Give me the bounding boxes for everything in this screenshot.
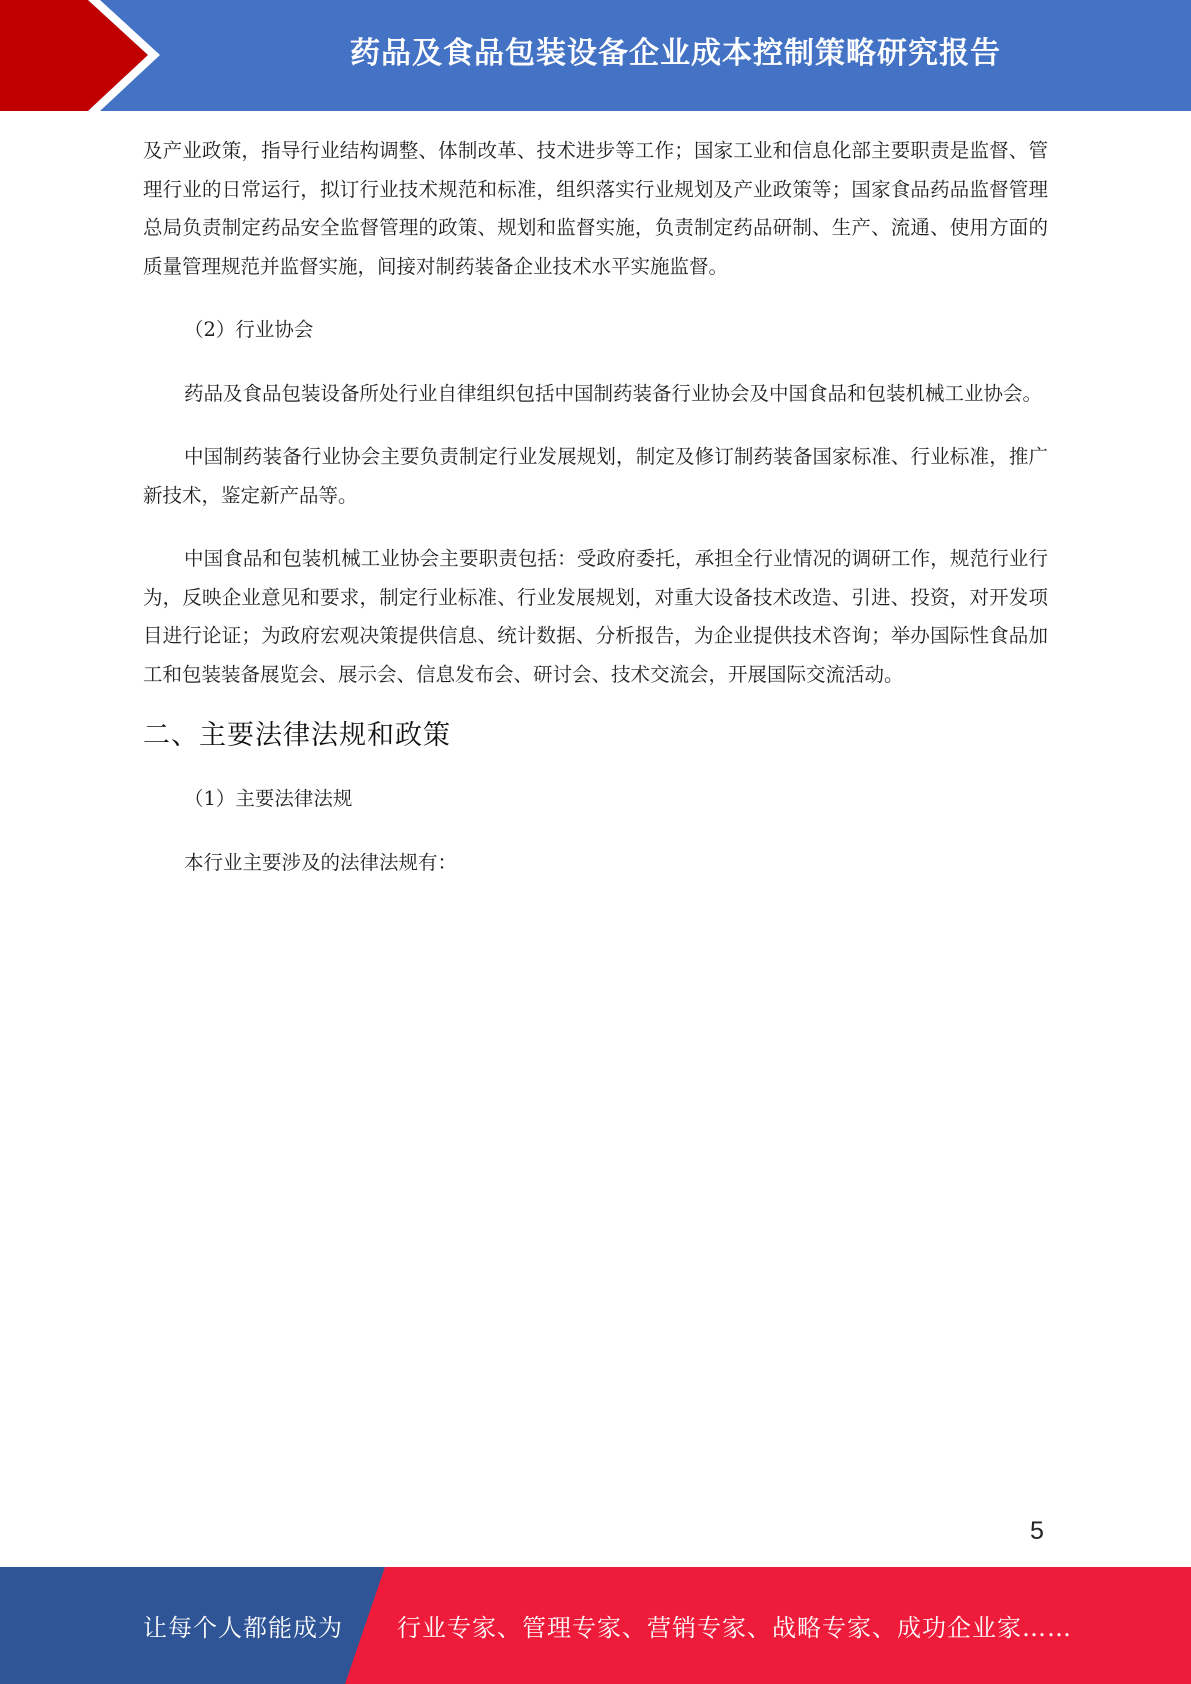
subheading-industry-association: （2）行业协会 [184,318,314,341]
paragraph-self-regulatory-orgs: 药品及食品包装设备所处行业自律组织包括中国制药装备行业协会及中国食品和包装机械工业协会。 [184,381,1043,405]
footer-slogan-right: 行业专家、管理专家、营销专家、战略专家、成功企业家…… [397,1614,1072,1642]
page-body [143,132,1048,882]
footer-slogan-left: 让每个人都能成为 [143,1614,343,1642]
paragraph-food-packaging-association: 中国食品和包装机械工业协会主要职责包括：受政府委托，承担全行业情况的调研工作，规范行业行为，反映企业意见和要求，制定行业标准、行业发展规划，对重大设备技术改造、引进、投资，对开发项目进行论证；为政府宏观决策提供信息、统计数据、分析报告，为企业提供技术咨询；举办国际性食品加工和包装装备展览会、展示会、信息发布会、研讨会、技术交流会，开展国际交流活动。 [143,547,1048,686]
paragraph-laws-intro: 本行业主要涉及的法律法规有： [184,850,458,874]
section-heading-laws-policies: 二、主要法律法规和政策 [143,720,451,751]
paragraph-pharma-equipment-association: 中国制药装备行业协会主要负责制定行业发展规划，制定及修订制药装备国家标准、行业标准，推广新技术，鉴定新产品等。 [143,445,1048,507]
page-footer [0,1567,1191,1684]
subheading-main-laws: （1）主要法律法规 [184,787,353,810]
page-header [0,0,1191,111]
paragraph-regulators: 及产业政策，指导行业结构调整、体制改革、技术进步等工作；国家工业和信息化部主要职责是监督、管理行业的日常运行，拟订行业技术规范和标准，组织落实行业规划及产业政策等；国家食品药品监督管理总局负责制定药品安全监督管理的政策、规划和监督实施，负责制定药品研制、生产、流通、使用方面的质量管理规范并监督实施，间接对制药装备企业技术水平实施监督。 [143,139,1048,278]
page-number: 5 [1030,1517,1044,1545]
report-title: 药品及食品包装设备企业成本控制策略研究报告 [350,36,1001,71]
header-chevron-decoration [0,0,160,111]
